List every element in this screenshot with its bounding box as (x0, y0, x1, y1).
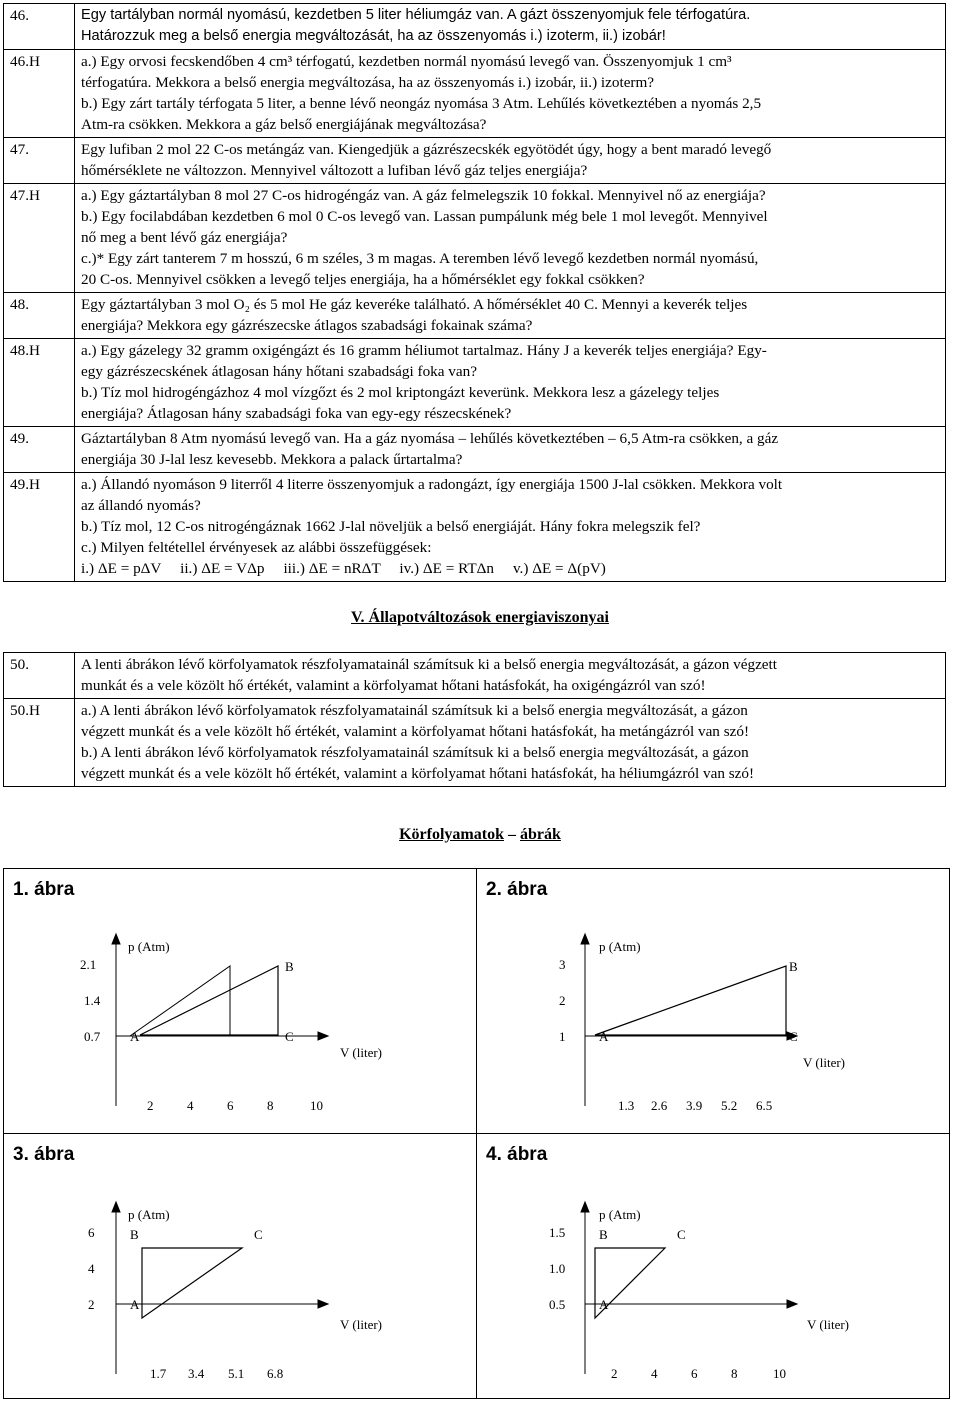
x-tick-label: 8 (731, 1366, 738, 1381)
problem-row (4, 653, 946, 699)
problem-text (75, 699, 946, 787)
pv-diagram (477, 1134, 947, 1396)
problem-text (75, 339, 946, 427)
problem-line: munkát és a vele közölt hő értékét, valamint a körfolyamat hőtani hatásfokát, ha oxigéngázról van szó! (81, 677, 706, 694)
problem-line: az állandó nyomás? (81, 497, 201, 514)
problem-line: energiája 30 J-lal lesz kevesebb. Mekkora a palack űrtartalma? (81, 451, 463, 468)
pv-diagram (4, 1134, 474, 1396)
problem-row (4, 184, 946, 293)
v-axis-label: V (liter) (340, 1045, 382, 1060)
problem-line: végzett munkát és a vele közölt hő értékét, valamint a körfolyamat hőtani hatásfokát, ha metángázról van szó! (81, 723, 749, 740)
problem-line: végzett munkát és a vele közölt hő értékét, valamint a körfolyamat hőtani hatásfokát, ha héliumgázról van szó! (81, 765, 755, 782)
problem-number: 48. (4, 293, 75, 339)
y-tick-label: 1 (559, 1029, 566, 1044)
y-tick-label: 2 (88, 1297, 95, 1312)
problem-text (75, 50, 946, 138)
pv-diagram (477, 869, 947, 1131)
figures-title-part: ábrák (519, 826, 561, 843)
problem-line: energiája? Átlagosan hány szabadsági foka van egy-egy részecskének? (81, 405, 512, 422)
problems-table-top (3, 3, 946, 582)
x-tick-label: 6.8 (267, 1366, 284, 1381)
problem-row (4, 339, 946, 427)
v-axis-label: V (liter) (340, 1317, 382, 1332)
x-tick-label: 2.6 (651, 1098, 668, 1113)
point-label: C (677, 1227, 686, 1242)
point-label: A (599, 1297, 609, 1312)
problem-line: energiája? Mekkora egy gázrészecske átlagos szabadsági fokainak száma? (81, 317, 533, 334)
problem-row (4, 699, 946, 787)
v-axis-label: V (liter) (807, 1317, 849, 1332)
x-tick-label: 5.2 (721, 1098, 738, 1113)
problem-number: 48.H (4, 339, 75, 427)
x-tick-label: 10 (773, 1366, 786, 1381)
figure-cell (477, 1134, 950, 1399)
figure-title: 4. ábra (486, 1144, 548, 1165)
problem-line: a.) A lenti ábrákon lévő körfolyamatok részfolyamatainál számítsuk ki a belső energia megváltozását, a gázon (81, 702, 748, 719)
problem-line: Gáztartályban 8 Atm nyomású levegő van. Ha a gáz nyomása – lehűlés következtében – 6,5 Atm-ra csökken, a gáz (81, 430, 779, 447)
problem-text (75, 473, 946, 582)
problem-line: a.) Egy gázelegy 32 gramm oxigéngázt és 16 gramm héliumot tartalmaz. Hány J a keverék teljes energiája? Egy- (81, 342, 767, 359)
problem-line: b.) Tíz mol hidrogéngázhoz 4 mol vízgőzt és 2 mol kriptongázt keverünk. Mekkora lesz a gázelegy teljes (81, 384, 720, 401)
y-tick-label: 0.7 (84, 1029, 101, 1044)
figures-grid (3, 868, 950, 1399)
problem-number: 47.H (4, 184, 75, 293)
problem-number: 46.H (4, 50, 75, 138)
p-axis-label: p (Atm) (599, 1207, 641, 1222)
point-label: A (599, 1029, 609, 1044)
y-tick-label: 1.5 (549, 1225, 566, 1240)
problem-line: Egy gáztartályban 3 mol O₂ és 5 mol He gáz keveréke található. A hőmérséklet 40 C. Mennyi a keverék teljes (81, 296, 748, 313)
problem-line: b.) Egy focilabdában kezdetben 6 mol 0 C-os levegő van. Lassan pumpálunk még bele 1 mol levegőt. Mennyivel (81, 208, 768, 225)
figure-title: 2. ábra (486, 879, 548, 900)
point-label: B (285, 959, 294, 974)
y-tick-label: 2 (559, 993, 566, 1008)
problem-line: b.) A lenti ábrákon lévő körfolyamatok részfolyamatainál számítsuk ki a belső energia megváltozását, a gázon (81, 744, 749, 761)
x-tick-label: 3.9 (686, 1098, 703, 1113)
x-tick-label: 10 (310, 1098, 323, 1113)
figure-cell (4, 869, 477, 1134)
problem-row (4, 427, 946, 473)
problem-row (4, 138, 946, 184)
problem-line: b.) Egy zárt tartály térfogata 5 liter, a benne lévő neongáz nyomása 3 Atm. Lehűlés következtében a nyomás 2,5 (81, 95, 762, 112)
x-tick-label: 3.4 (188, 1366, 205, 1381)
problem-line: 20 C-os. Mennyivel csökken a levegő teljes energiája, ha a hőmérséklet egy fokkal csökken? (81, 271, 645, 288)
y-tick-label: 3 (559, 957, 566, 972)
p-axis-label: p (Atm) (128, 939, 170, 954)
problem-line: Atm-ra csökken. Mekkora a gáz belső energiájának megváltozása? (81, 116, 487, 133)
problem-text (75, 184, 946, 293)
figures-title-part: Körfolyamatok (399, 826, 504, 843)
x-tick-label: 4 (187, 1098, 194, 1113)
problem-line: c.)* Egy zárt tanterem 7 m hosszú, 6 m széles, 3 m magas. A teremben lévő levegő kezdetben normál nyomású, (81, 250, 759, 267)
problem-row (4, 473, 946, 582)
problem-line: Egy tartályban normál nyomású, kezdetben 5 liter héliumgáz van. A gázt összenyomjuk fele térfogatúra. (81, 7, 751, 23)
v-axis-label: V (liter) (803, 1055, 845, 1070)
problem-row (4, 4, 946, 50)
problem-line: b.) Tíz mol, 12 C-os nitrogéngáznak 1662 J-lal növeljük a belső energiáját. Hány fokra melegszik fel? (81, 518, 701, 535)
x-tick-label: 1.3 (618, 1098, 635, 1113)
p-axis-label: p (Atm) (128, 1207, 170, 1222)
x-tick-label: 6 (227, 1098, 234, 1113)
problem-line: hőmérséklete ne változzon. Mennyivel változott a lufiban lévő gáz teljes energiája? (81, 162, 588, 179)
problem-line: c.) Milyen feltétellel érvényesek az alábbi összefüggések: (81, 539, 432, 556)
problem-line: A lenti ábrákon lévő körfolyamatok részfolyamatainál számítsuk ki a belső energia megváltozását, a gázon végzett (81, 656, 777, 673)
problem-row (4, 50, 946, 138)
x-tick-label: 5.1 (228, 1366, 245, 1381)
problem-text (75, 653, 946, 699)
figure-title: 3. ábra (13, 1144, 75, 1165)
y-tick-label: 0.5 (549, 1297, 566, 1312)
problem-text (75, 427, 946, 473)
problem-line: Egy lufiban 2 mol 22 C-os metángáz van. Kiengedjük a gázrészecskék egyötödét úgy, hogy a bent maradó levegő (81, 141, 772, 158)
point-label: B (599, 1227, 608, 1242)
problems-table-bottom (3, 652, 946, 787)
problem-text (75, 293, 946, 339)
figure-title: 1. ábra (13, 879, 75, 900)
problem-line: Határozzuk meg a belső energia megváltozását, ha az összenyomás i.) izoterm, ii.) izobár! (81, 28, 666, 44)
problem-text (75, 4, 946, 50)
x-tick-label: 6 (691, 1366, 698, 1381)
p-axis-label: p (Atm) (599, 939, 641, 954)
point-label: C (789, 1029, 798, 1044)
problem-number: 49. (4, 427, 75, 473)
y-tick-label: 1.0 (549, 1261, 566, 1276)
x-tick-label: 2 (147, 1098, 154, 1113)
figures-title-dash: – (503, 826, 520, 843)
problem-line: i.) ΔE = pΔV ii.) ΔE = VΔp iii.) ΔE = nRΔT iv.) ΔE = RTΔn v.) ΔE = Δ(pV) (81, 560, 606, 577)
y-tick-label: 4 (88, 1261, 95, 1276)
problem-number: 50.H (4, 699, 75, 787)
problem-row (4, 293, 946, 339)
y-tick-label: 6 (88, 1225, 95, 1240)
x-tick-label: 2 (611, 1366, 618, 1381)
problem-line: a.) Egy gáztartályban 8 mol 27 C-os hidrogéngáz van. A gáz felmelegszik 10 fokkal. Mennyivel nő az energiája? (81, 187, 766, 204)
x-tick-label: 6.5 (756, 1098, 773, 1113)
problem-line: térfogatúra. Mekkora a belső energia megváltozása, ha az összenyomás i.) izobár, ii.) izoterm? (81, 74, 655, 91)
point-label: B (130, 1227, 139, 1242)
figures-title (0, 826, 960, 844)
x-tick-label: 4 (651, 1366, 658, 1381)
point-label: C (285, 1029, 294, 1044)
pv-diagram (4, 869, 474, 1131)
x-tick-label: 1.7 (150, 1366, 167, 1381)
y-tick-label: 2.1 (80, 957, 97, 972)
problem-number: 49.H (4, 473, 75, 582)
problem-line: a.) Egy orvosi fecskendőben 4 cm³ térfogatú, kezdetben normál nyomású levegő van. Összenyomjuk 1 cm³ (81, 53, 732, 70)
problem-number: 46. (4, 4, 75, 50)
problem-number: 50. (4, 653, 75, 699)
figure-cell (4, 1134, 477, 1399)
y-tick-label: 1.4 (84, 993, 101, 1008)
problem-line: a.) Állandó nyomáson 9 literről 4 literre összenyomjuk a radongázt, így energiája 1500 J-lal csökken. Mekkora volt (81, 476, 783, 493)
point-label: A (130, 1029, 140, 1044)
point-label: C (254, 1227, 263, 1242)
problem-number: 47. (4, 138, 75, 184)
section-title: V. Állapotváltozások energiaviszonyai (351, 609, 609, 626)
problem-line: nő meg a bent lévő gáz energiája? (81, 229, 288, 246)
point-label: B (789, 959, 798, 974)
point-label: A (130, 1297, 140, 1312)
problem-text (75, 138, 946, 184)
problem-line: egy gázrészecskének átlagosan hány hőtani szabadsági foka van? (81, 363, 477, 380)
x-tick-label: 8 (267, 1098, 274, 1113)
figure-cell (477, 869, 950, 1134)
